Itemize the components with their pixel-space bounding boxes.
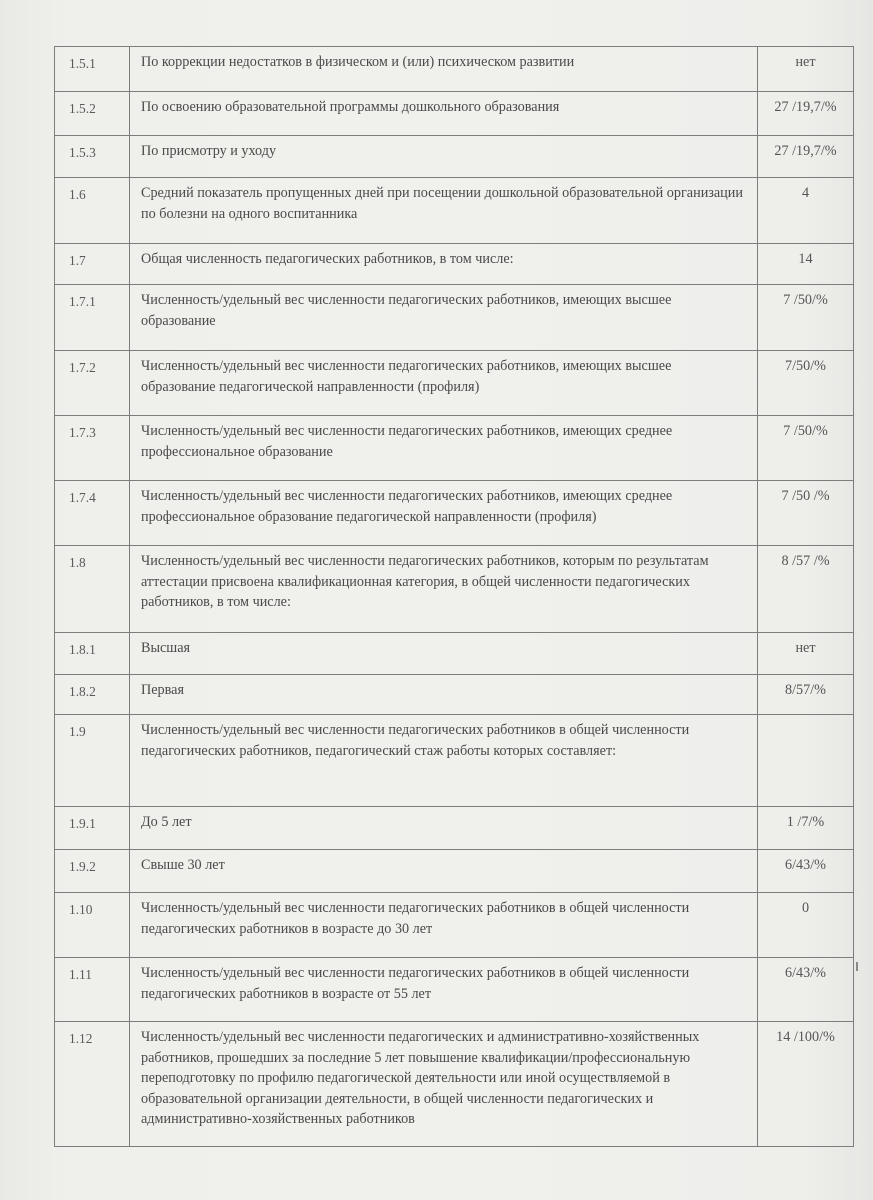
table-row: [55, 481, 854, 546]
row-indicator: До 5 лет: [130, 807, 758, 850]
row-number: 1.8: [55, 546, 130, 633]
row-indicator: Численность/удельный вес численности педагогических работников в общей численности педагогических работников в возрасте от 55 лет: [130, 958, 758, 1022]
table-row: [55, 807, 854, 850]
row-indicator: Свыше 30 лет: [130, 850, 758, 893]
row-value: 0: [758, 893, 854, 958]
row-value: 7 /50/%: [758, 285, 854, 351]
row-number: 1.10: [55, 893, 130, 958]
row-number: 1.6: [55, 178, 130, 244]
table-row: [55, 675, 854, 715]
row-value: 7 /50 /%: [758, 481, 854, 546]
row-value: 8/57/%: [758, 675, 854, 715]
row-number: 1.7.1: [55, 285, 130, 351]
row-value: 1 /7/%: [758, 807, 854, 850]
scan-speck: [856, 962, 858, 971]
row-value: нет: [758, 47, 854, 92]
row-indicator: Первая: [130, 675, 758, 715]
table-row: [55, 546, 854, 633]
row-number: 1.5.2: [55, 92, 130, 136]
table-row: [55, 850, 854, 893]
row-value: [758, 715, 854, 807]
row-value: 4: [758, 178, 854, 244]
row-indicator: Средний показатель пропущенных дней при посещении дошкольной образовательной организации по болезни на одного воспитанника: [130, 178, 758, 244]
row-number: 1.5.3: [55, 136, 130, 178]
row-value: 6/43/%: [758, 850, 854, 893]
table-row: [55, 92, 854, 136]
row-value: 27 /19,7/%: [758, 92, 854, 136]
row-number: 1.5.1: [55, 47, 130, 92]
row-number: 1.7.3: [55, 416, 130, 481]
table-row: [55, 416, 854, 481]
row-value: нет: [758, 633, 854, 675]
table-row: [55, 178, 854, 244]
row-value: 14 /100/%: [758, 1022, 854, 1147]
row-indicator: Численность/удельный вес численности педагогических работников, имеющих высшее образование: [130, 285, 758, 351]
table-row: [55, 244, 854, 285]
row-number: 1.11: [55, 958, 130, 1022]
row-indicator: Численность/удельный вес численности педагогических работников, которым по результатам аттестации присвоена квалификационная категория, в общей численности педагогических работников, в том числе:: [130, 546, 758, 633]
row-indicator: Численность/удельный вес численности педагогических и административно-хозяйственных работников, прошедших за последние 5 лет повышение квалификации/профессиональную переподготовку по профилю педагогической деятельности или иной осуществляемой в образовательной организации деятельности, в общей численности педагогических и административно-хозяйственных работников: [130, 1022, 758, 1147]
row-indicator: Общая численность педагогических работников, в том числе:: [130, 244, 758, 285]
row-indicator: Численность/удельный вес численности педагогических работников, имеющих среднее профессиональное образование педагогической направленности (профиля): [130, 481, 758, 546]
row-value: 7 /50/%: [758, 416, 854, 481]
row-number: 1.7.4: [55, 481, 130, 546]
table-row: [55, 351, 854, 416]
row-number: 1.7.2: [55, 351, 130, 416]
row-indicator: По коррекции недостатков в физическом и (или) психическом развитии: [130, 47, 758, 92]
table-row: [55, 1022, 854, 1147]
indicators-table: [54, 46, 854, 1147]
row-indicator: По присмотру и уходу: [130, 136, 758, 178]
row-value: 6/43/%: [758, 958, 854, 1022]
row-indicator: По освоению образовательной программы дошкольного образования: [130, 92, 758, 136]
table-row: [55, 893, 854, 958]
row-number: 1.7: [55, 244, 130, 285]
row-value: 14: [758, 244, 854, 285]
table-row: [55, 715, 854, 807]
row-number: 1.9.2: [55, 850, 130, 893]
row-indicator: Численность/удельный вес численности педагогических работников в общей численности педагогических работников, педагогический стаж работы которых составляет:: [130, 715, 758, 807]
table-row: [55, 285, 854, 351]
row-number: 1.8.1: [55, 633, 130, 675]
table-row: [55, 958, 854, 1022]
row-number: 1.9: [55, 715, 130, 807]
row-value: 27 /19,7/%: [758, 136, 854, 178]
row-value: 7/50/%: [758, 351, 854, 416]
row-number: 1.12: [55, 1022, 130, 1147]
row-number: 1.8.2: [55, 675, 130, 715]
row-value: 8 /57 /%: [758, 546, 854, 633]
row-indicator: Численность/удельный вес численности педагогических работников, имеющих высшее образование педагогической направленности (профиля): [130, 351, 758, 416]
row-number: 1.9.1: [55, 807, 130, 850]
row-indicator: Высшая: [130, 633, 758, 675]
table-row: [55, 47, 854, 92]
table-row: [55, 136, 854, 178]
row-indicator: Численность/удельный вес численности педагогических работников в общей численности педагогических работников в возрасте до 30 лет: [130, 893, 758, 958]
row-indicator: Численность/удельный вес численности педагогических работников, имеющих среднее профессиональное образование: [130, 416, 758, 481]
table-row: [55, 633, 854, 675]
